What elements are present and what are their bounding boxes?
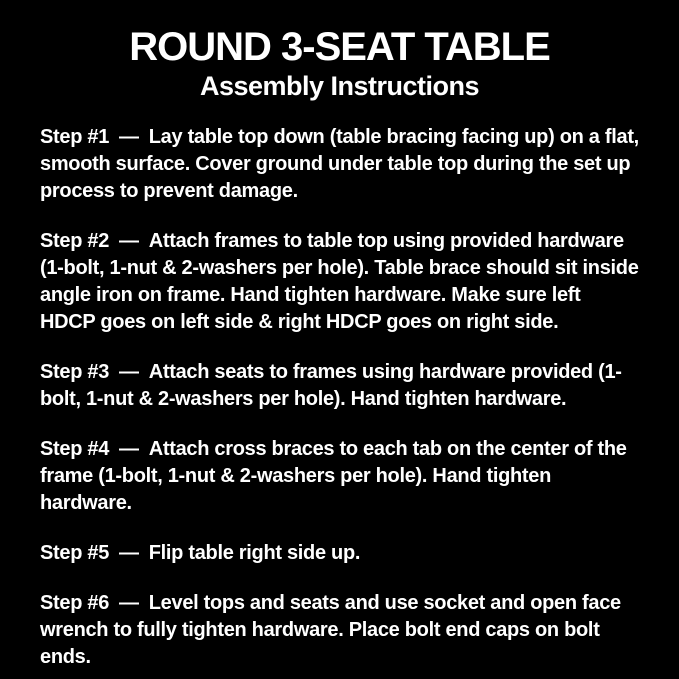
step-separator: —: [119, 437, 139, 460]
step-separator: —: [119, 591, 139, 614]
step-label: Step #6: [40, 591, 110, 614]
step-separator: —: [119, 541, 139, 564]
step-paragraph-2: [40, 228, 639, 336]
page-subtitle: Assembly Instructions: [199, 71, 480, 101]
step-label: Step #2: [40, 229, 110, 252]
step-text: Attach cross braces to each tab on the center of the frame (1-bolt, 1-nut & 2-washers per hole). Hand tighten hardware.: [40, 437, 627, 514]
step-paragraph-5: [40, 540, 639, 567]
step-label: Step #5: [40, 541, 110, 564]
step-paragraph-1: [40, 124, 639, 205]
step-text: Attach frames to table top using provided hardware (1-bolt, 1-nut & 2-washers per hole). Table brace should sit inside angle iron on frame. Hand tighten hardware. Make sure left HDCP goes on left side & right HDCP goes on right side.: [40, 229, 639, 333]
step-separator: —: [119, 229, 139, 252]
step-text: Flip table right side up.: [148, 541, 361, 564]
step-label: Step #3: [40, 360, 110, 383]
page-title: ROUND 3-SEAT TABLE: [129, 25, 550, 69]
steps-list: [40, 124, 639, 671]
step-separator: —: [119, 125, 139, 148]
step-paragraph-6: [40, 590, 639, 671]
step-paragraph-4: [40, 436, 639, 517]
step-text: Lay table top down (table bracing facing up) on a flat, smooth surface. Cover ground under table top during the set up process to prevent damage.: [40, 125, 639, 202]
step-label: Step #4: [40, 437, 110, 460]
step-separator: —: [119, 360, 139, 383]
step-text: Attach seats to frames using hardware provided (1-bolt, 1-nut & 2-washers per hole). Hand tighten hardware.: [40, 360, 622, 410]
step-paragraph-3: [40, 359, 639, 413]
step-text: Level tops and seats and use socket and open face wrench to fully tighten hardware. Place bolt end caps on bolt ends.: [40, 591, 621, 668]
step-label: Step #1: [40, 125, 110, 148]
